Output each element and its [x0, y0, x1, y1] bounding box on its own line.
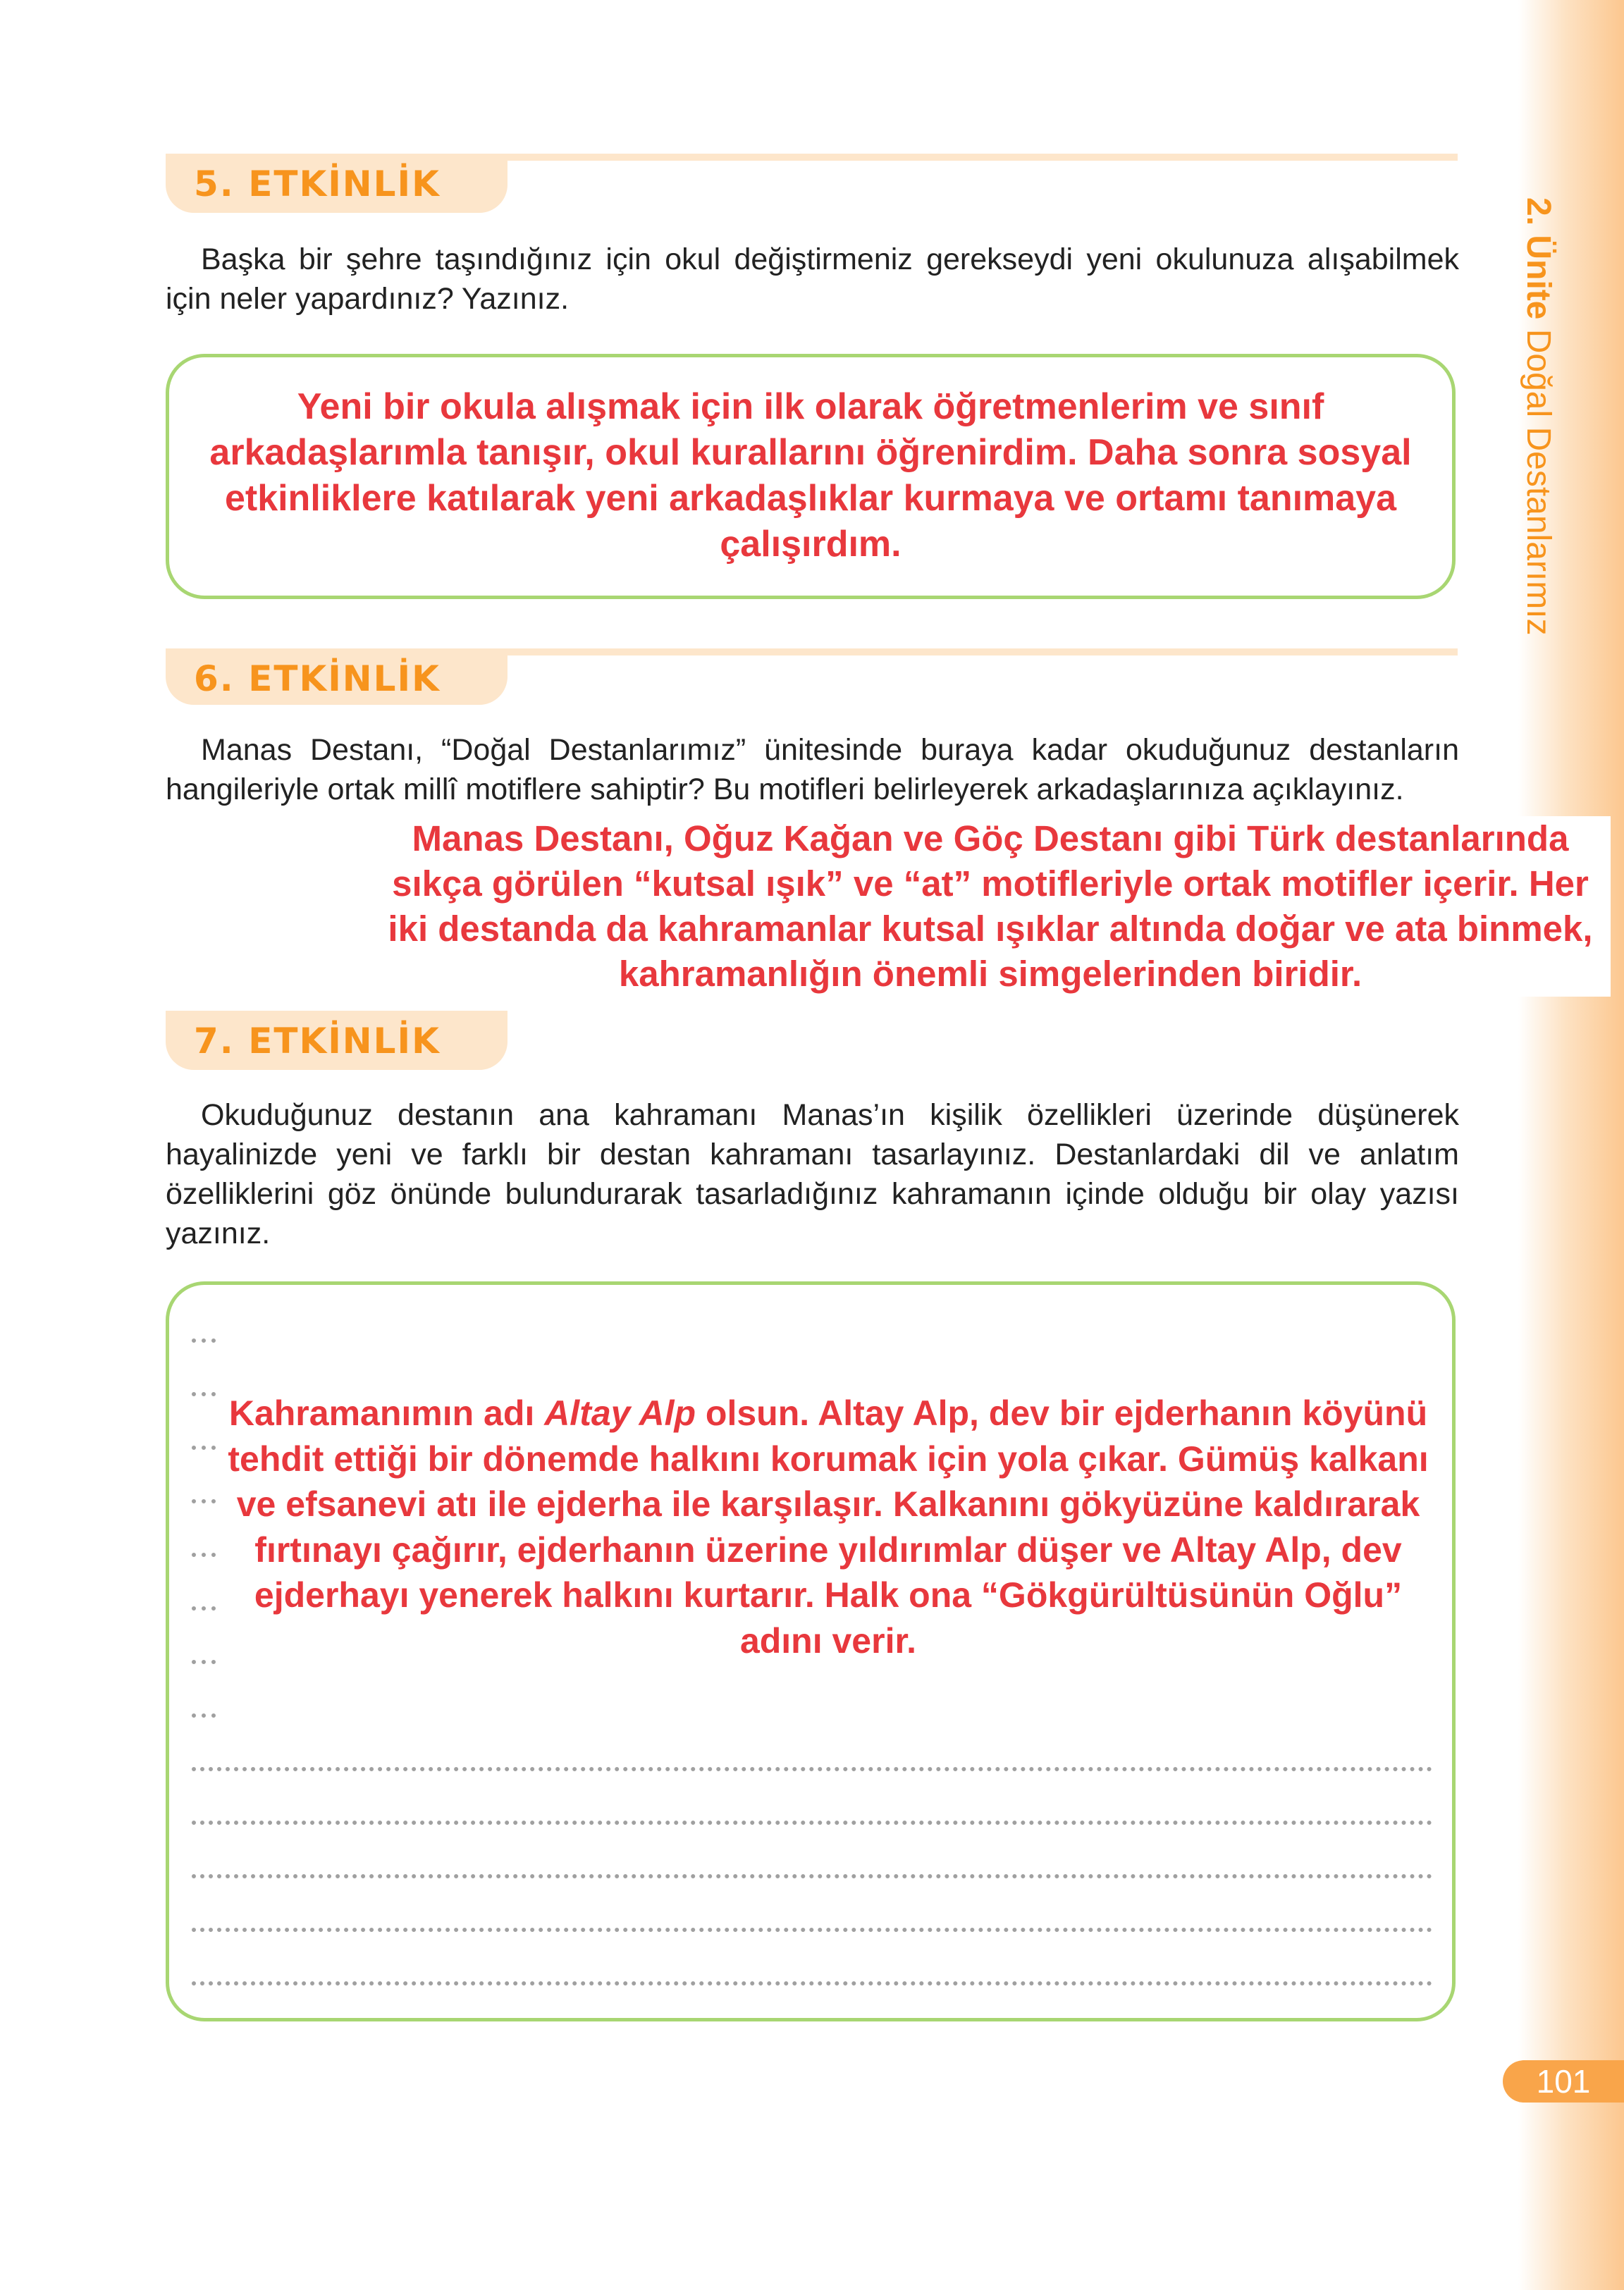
activity7-header [166, 1011, 508, 1070]
writing-line [192, 1606, 216, 1611]
activity5-answer: Yeni bir okula alışmak için ilk olarak öğretmenlerim ve sınıf arkadaşlarımla tanışır, okul kurallarını öğrenirdim. Daha sonra sosyal etkinliklere katılarak yeni arkadaşlıklar kurmaya ve ortamı tanımaya çalışırdım. [209, 386, 1412, 565]
activity7-heading: 7. ETKİNLİK [194, 1021, 441, 1061]
activity5 [166, 154, 1459, 599]
writing-line [192, 1553, 216, 1557]
activity7-prompt: Okuduğunuz destanın ana kahramanı Manas’ın kişilik özellikleri üzerinde düşünerek hayalinizde yeni ve farklı bir destan kahramanı tasarlayınız. Destanlardaki dil ve anlatım özelliklerini göz önünde bulundurarak tasarladığınız kahramanın içinde olduğu bir olay yazısı yazınız. [166, 1098, 1459, 1250]
activity5-heading: 5. ETKİNLİK [194, 164, 441, 204]
activity5-header [166, 154, 508, 213]
page-number: 101 [1503, 2060, 1624, 2103]
activity5-prompt: Başka bir şehre taşındığınız için okul değiştirmeniz gerekseydi yeni okulunuza alışabilmek için neler yapardınız? Yazınız. [166, 242, 1459, 316]
writing-line [192, 1446, 216, 1450]
answer-text: Kahramanımın adı [228, 1393, 545, 1433]
activity6-header [166, 648, 508, 705]
writing-line [192, 1928, 1432, 1932]
answer-text: olsun. Altay Alp, dev bir ejderhanın köyünü tehdit ettiği bir dönemde halkını korumak için yola çıkar. Gümüş kalkanı ve efsanevi atı ile ejderha ile karşılaşır. Kalkanını gökyüzüne kaldırarak fırtınayı çağırır, ejderhanın üzerine yıldırımlar düşer ve Altay Alp, dev ejderhayı yenerek halkını kurtarır. Halk ona “Gökgürültüsünün Oğlu” adını verir. [228, 1393, 1429, 1661]
activity6-heading: 6. ETKİNLİK [194, 658, 441, 699]
unit-number: 2. Ünite [1520, 197, 1557, 320]
unit-label [1515, 197, 1558, 663]
unit-title: Doğal Destanlarımız [1520, 328, 1557, 636]
activity5-answer-box[interactable] [166, 354, 1456, 599]
writing-line [192, 1981, 1432, 1986]
activity7 [166, 1011, 1459, 2021]
activity7-answer-box[interactable] [166, 1281, 1456, 2021]
hero-name: Altay Alp [544, 1393, 696, 1433]
writing-line [192, 1767, 1432, 1771]
activity6 [166, 648, 1593, 997]
writing-line [192, 1660, 216, 1664]
activity6-prompt: Manas Destanı, “Doğal Destanlarımız” ünitesinde buraya kadar okuduğunuz destanların hangileriyle ortak millî motiflere sahiptir? Bu motifleri belirleyerek arkadaşlarınıza açıklayınız. [166, 733, 1459, 806]
writing-line [192, 1338, 216, 1343]
writing-line [192, 1392, 216, 1396]
activity6-answer: Manas Destanı, Oğuz Kağan ve Göç Destanı gibi Türk destanlarında sıkça görülen “kutsal ışık” ve “at” motifleriyle ortak motifler içerir. Her iki destanda da kahramanlar kutsal ışıklar altında doğar ve ata binmek, kahramanlığın önemli simgelerinden biridir. [370, 816, 1611, 997]
activity7-answer [222, 1391, 1434, 1663]
writing-line [192, 1499, 216, 1503]
writing-line [192, 1874, 1432, 1878]
writing-line [192, 1821, 1432, 1825]
writing-line [192, 1713, 216, 1718]
